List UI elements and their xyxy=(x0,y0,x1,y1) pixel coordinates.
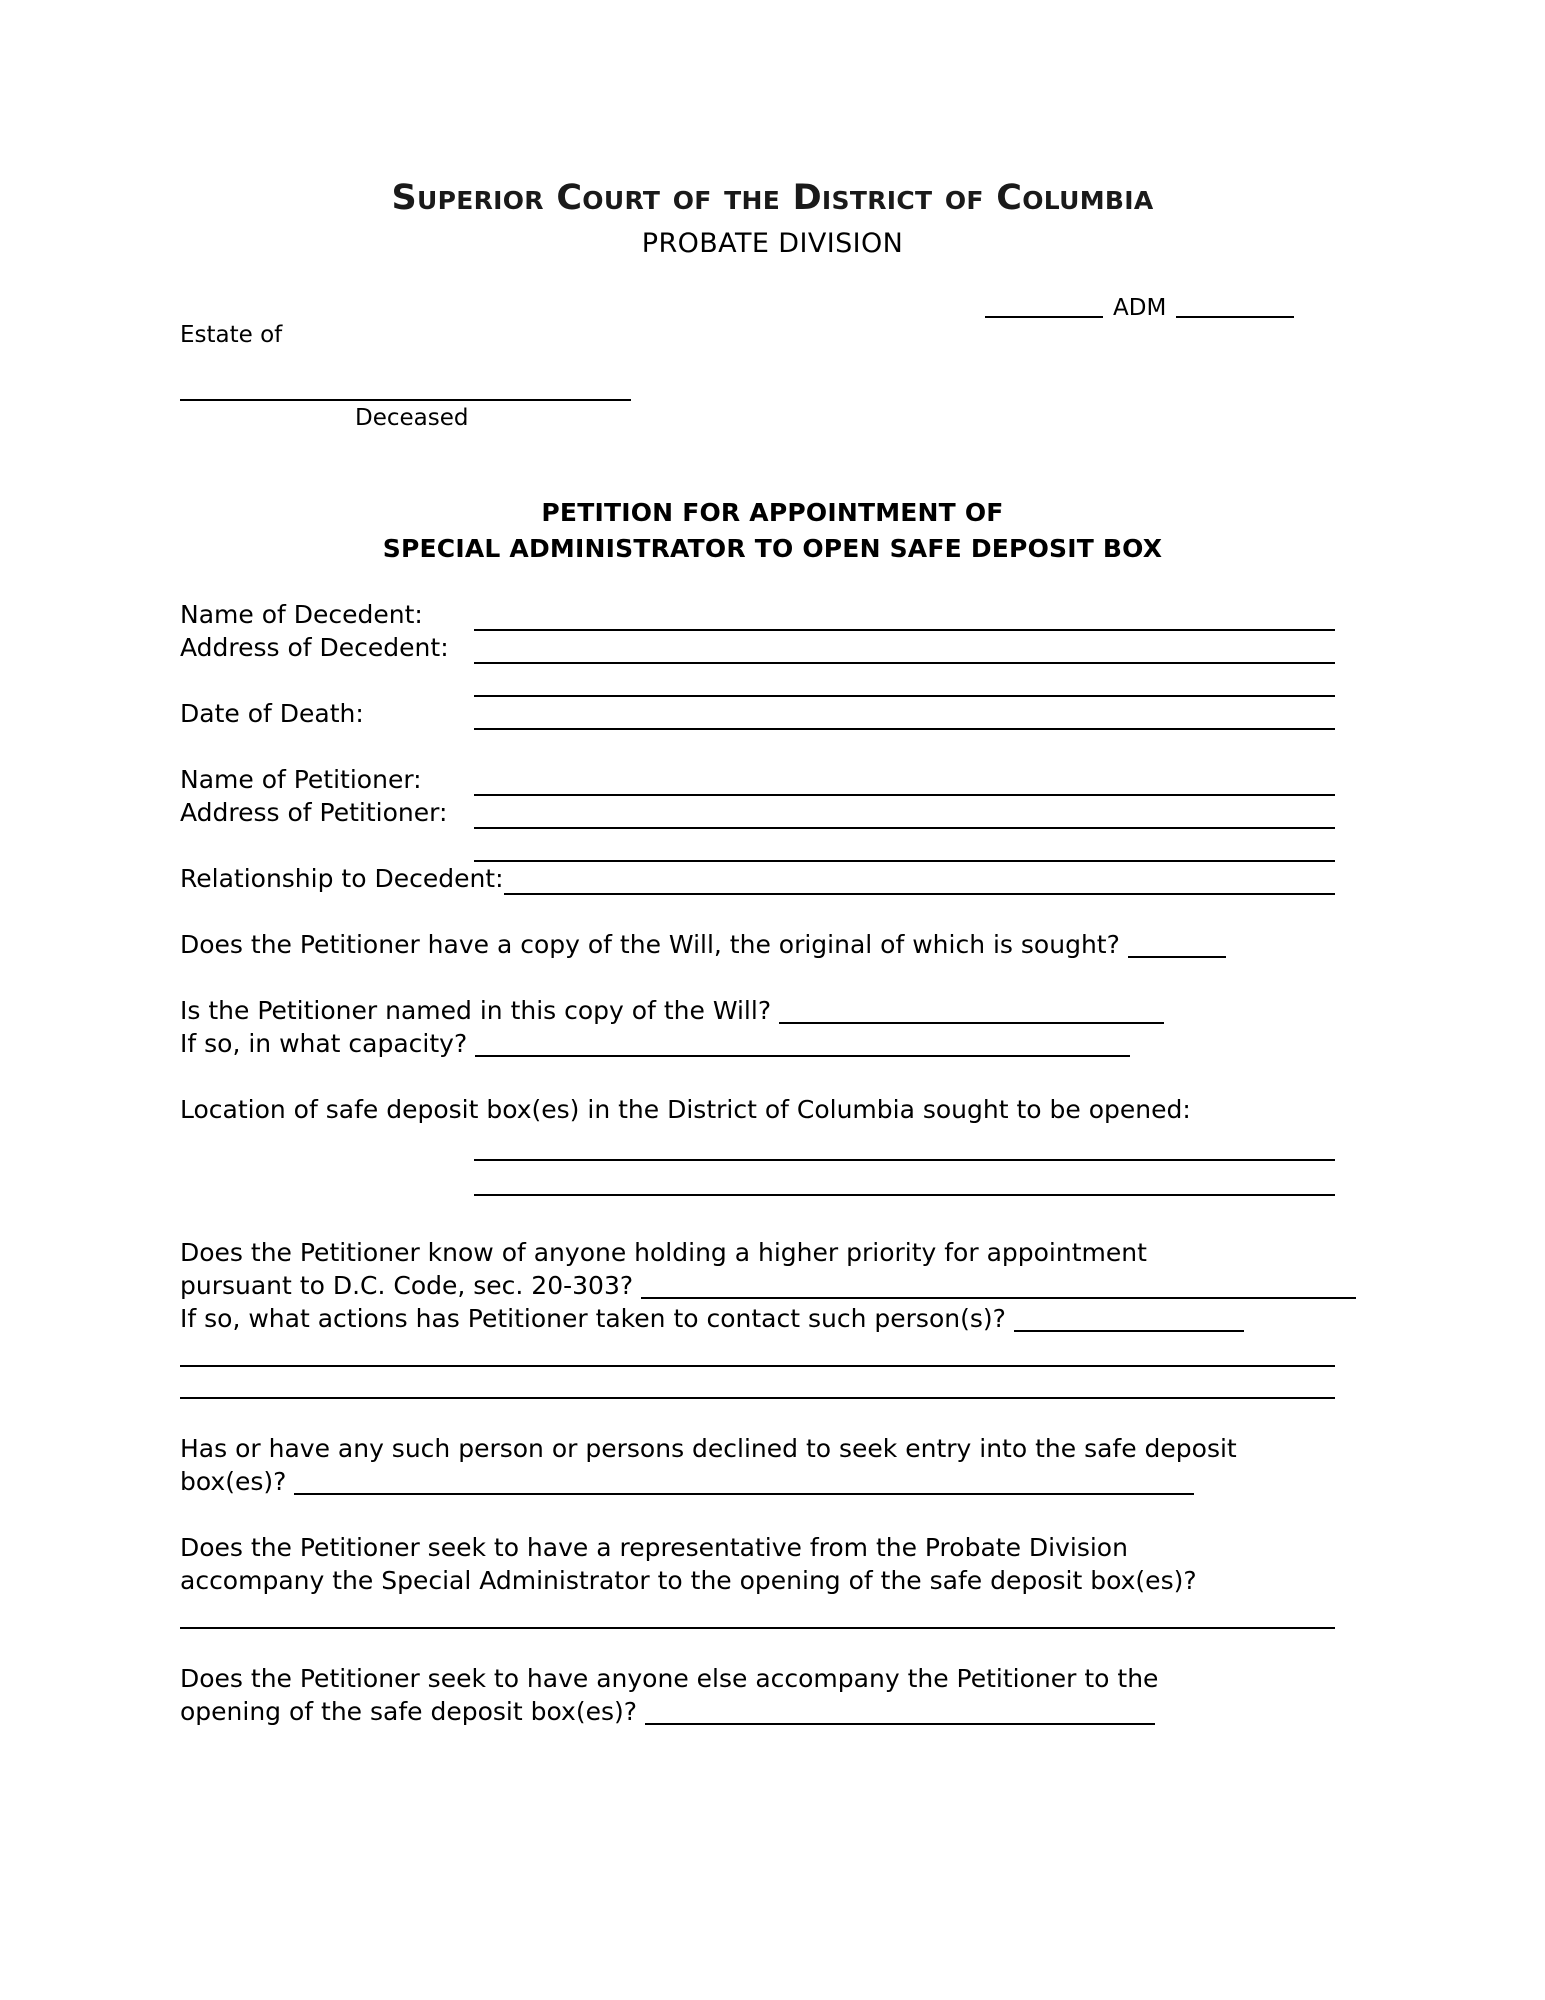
spacer-6 xyxy=(180,1399,1335,1432)
input-location-1[interactable] xyxy=(474,1126,1335,1161)
input-copy-of-will[interactable] xyxy=(1128,934,1226,958)
spacer-1 xyxy=(180,730,1335,763)
question-location-text: Location of safe deposit box(es) in the District of Columbia sought to be opened: xyxy=(180,1095,1191,1124)
input-address-of-petitioner-1[interactable] xyxy=(474,800,1335,829)
question-location xyxy=(180,1093,1335,1126)
input-actions-taken-3[interactable] xyxy=(180,1367,1335,1399)
form-body xyxy=(180,598,1335,1728)
label-date-of-death: Date of Death: xyxy=(180,699,364,728)
question-copy-of-will xyxy=(180,928,1335,961)
input-address-of-petitioner-2[interactable] xyxy=(474,833,1335,862)
input-higher-priority[interactable] xyxy=(641,1275,1356,1299)
question-named-in-will-text: Is the Petitioner named in this copy of the Will? xyxy=(180,996,772,1025)
input-capacity[interactable] xyxy=(475,1033,1130,1057)
input-anyone-else[interactable] xyxy=(645,1701,1155,1725)
field-row-address-of-decedent-2 xyxy=(180,664,1335,697)
input-declined[interactable] xyxy=(294,1471,1194,1495)
location-answer-lines xyxy=(474,1126,1335,1196)
question-anyone-else-text-2: opening of the safe deposit box(es)? xyxy=(180,1697,637,1726)
label-relationship-to-decedent: Relationship to Decedent: xyxy=(180,864,504,893)
spacer-3 xyxy=(180,961,1335,994)
question-copy-of-will-text: Does the Petitioner have a copy of the Will, the original of which is sought? xyxy=(180,930,1120,959)
division-title: PROBATE DIVISION xyxy=(641,228,904,259)
question-higher-priority-text-2: pursuant to D.C. Code, sec. 20-303? xyxy=(180,1271,634,1300)
spacer-2 xyxy=(180,895,1335,928)
question-representative-line-2: accompany the Special Administrator to the opening of the safe deposit box(es)? xyxy=(180,1566,1197,1595)
question-higher-priority-line-1: Does the Petitioner know of anyone holding a higher priority for appointment xyxy=(180,1238,1147,1267)
question-declined-line-1: Has or have any such person or persons declined to seek entry into the safe deposit xyxy=(180,1434,1237,1463)
question-anyone-else-line-1: Does the Petitioner seek to have anyone else accompany the Petitioner to the xyxy=(180,1664,1159,1693)
input-date-of-death[interactable] xyxy=(474,701,1335,730)
label-address-of-petitioner: Address of Petitioner: xyxy=(180,798,448,827)
input-name-of-decedent[interactable] xyxy=(474,602,1335,631)
question-capacity-text: If so, in what capacity? xyxy=(180,1029,468,1058)
input-name-of-petitioner[interactable] xyxy=(474,767,1335,796)
input-location-2[interactable] xyxy=(474,1161,1335,1196)
input-representative[interactable] xyxy=(180,1597,1335,1629)
estate-of-label: Estate of xyxy=(180,322,283,348)
question-actions-taken xyxy=(180,1302,1335,1335)
field-row-date-of-death xyxy=(180,697,1335,730)
field-row-relationship xyxy=(180,862,1335,895)
court-title: Superior Court of the District of Columbia xyxy=(391,178,1154,218)
input-address-of-decedent-2[interactable] xyxy=(474,668,1335,697)
case-number-suffix-blank[interactable] xyxy=(1176,316,1294,318)
petition-title xyxy=(0,495,1545,567)
question-capacity xyxy=(180,1027,1335,1060)
question-anyone-else-line-2 xyxy=(180,1695,1335,1728)
decedent-name-blank[interactable] xyxy=(180,399,631,401)
spacer-5 xyxy=(180,1196,1335,1236)
field-row-address-of-petitioner xyxy=(180,796,1335,829)
input-address-of-decedent-1[interactable] xyxy=(474,635,1335,664)
question-higher-priority-line-2 xyxy=(180,1269,1335,1302)
input-relationship-to-decedent[interactable] xyxy=(504,866,1335,895)
deceased-caption-label: Deceased xyxy=(355,405,469,431)
field-row-name-of-decedent xyxy=(180,598,1335,631)
field-row-name-of-petitioner xyxy=(180,763,1335,796)
case-number-prefix-blank[interactable] xyxy=(985,316,1103,318)
spacer-4 xyxy=(180,1060,1335,1093)
question-declined-line-2 xyxy=(180,1465,1335,1498)
field-row-address-of-decedent xyxy=(180,631,1335,664)
petition-title-line-2: SPECIAL ADMINISTRATOR TO OPEN SAFE DEPOSIT BOX xyxy=(382,534,1163,563)
label-name-of-petitioner: Name of Petitioner: xyxy=(180,765,422,794)
input-actions-taken-2[interactable] xyxy=(180,1335,1335,1367)
field-row-address-of-petitioner-2 xyxy=(180,829,1335,862)
question-declined-text-2: box(es)? xyxy=(180,1467,287,1496)
spacer-8 xyxy=(180,1629,1335,1662)
label-address-of-decedent: Address of Decedent: xyxy=(180,633,449,662)
input-actions-taken-1[interactable] xyxy=(1014,1308,1244,1332)
spacer-7 xyxy=(180,1498,1335,1531)
case-number-label: ADM xyxy=(1113,295,1167,321)
label-name-of-decedent: Name of Decedent: xyxy=(180,600,423,629)
question-representative-line-1: Does the Petitioner seek to have a representative from the Probate Division xyxy=(180,1533,1128,1562)
case-number-row xyxy=(985,295,1294,321)
question-named-in-will xyxy=(180,994,1335,1027)
question-actions-taken-text: If so, what actions has Petitioner taken to contact such person(s)? xyxy=(180,1304,1006,1333)
input-named-in-will[interactable] xyxy=(779,1000,1164,1024)
petition-title-line-1: PETITION FOR APPOINTMENT OF xyxy=(541,498,1004,527)
